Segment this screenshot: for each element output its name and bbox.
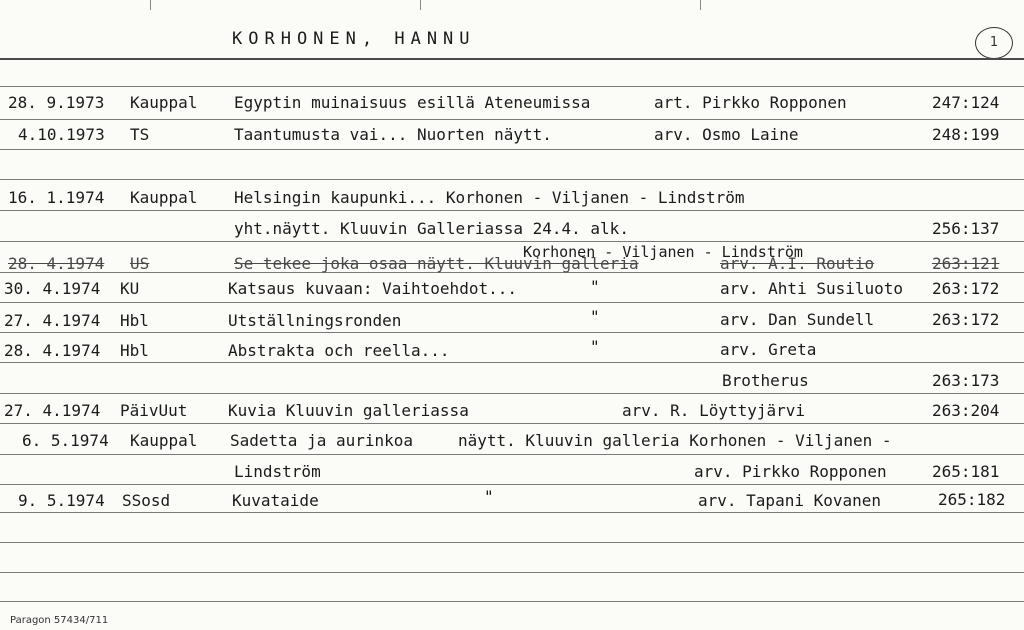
rule [0, 302, 1024, 303]
edge-mark [420, 0, 421, 10]
entry-ref: 265:181 [932, 462, 1000, 481]
entry-ref: 248:199 [932, 125, 1000, 144]
entry-source: Kauppal [130, 188, 198, 207]
entry-title: Utställningsronden [228, 311, 402, 330]
entry-title-continued: yht.näytt. Kluuvin Galleriassa 24.4. alk. [234, 219, 629, 238]
entry-date: 28. 4.1974 [8, 254, 105, 273]
entry-ref: 263:172 [932, 310, 1000, 329]
ditto-mark: " [484, 487, 494, 506]
entry-title: Egyptin muinaisuus esillä Ateneumissa [234, 93, 591, 112]
entry-ref: 263:172 [932, 279, 1000, 298]
entry-date: 4.10.1973 [18, 125, 105, 144]
ditto-mark: " [590, 277, 600, 296]
rule [0, 241, 1024, 242]
entry-ref: 263:204 [932, 401, 1000, 420]
ditto-mark: " [590, 337, 600, 356]
entry-date: 27. 4.1974 [4, 311, 101, 330]
rule [0, 393, 1024, 394]
entry-ref: 247:124 [932, 93, 1000, 112]
entry-source: Hbl [120, 311, 149, 330]
entry-reviewer: arv. Dan Sundell [720, 310, 875, 329]
rule [0, 58, 1024, 60]
card-imprint: Paragon 57434/711 [10, 615, 109, 626]
entry-date: 6. 5.1974 [22, 431, 109, 450]
entry-source: Kauppal [130, 431, 198, 450]
rule [0, 149, 1024, 150]
entry-reviewer: arv. A.I. Routio [720, 254, 875, 273]
edge-mark [150, 0, 151, 10]
entry-title: Helsingin kaupunki... Korhonen - Viljanen - Lindström [234, 188, 745, 207]
entry-reviewer: arv. Ahti Susiluoto [720, 279, 904, 298]
rule [0, 423, 1024, 424]
rule [0, 484, 1024, 485]
entry-title-continued: Lindström [234, 462, 321, 481]
entry-date: 16. 1.1974 [8, 188, 105, 207]
entry-date: 28. 4.1974 [4, 341, 101, 360]
rule [0, 179, 1024, 180]
rule [0, 86, 1024, 87]
entry-title: Sadetta ja aurinkoa [230, 431, 414, 450]
rule [0, 512, 1024, 513]
rule [0, 572, 1024, 573]
entry-title: Katsaus kuvaan: Vaihtoehdot... [228, 279, 517, 298]
rule [0, 332, 1024, 333]
rule [0, 542, 1024, 543]
rule [0, 601, 1024, 602]
rule [0, 119, 1024, 120]
entry-source: Hbl [120, 341, 149, 360]
entry-title: Kuvia Kluuvin galleriassa [228, 401, 469, 420]
entry-reviewer-continued: Brotherus [722, 371, 809, 390]
entry-source: SSosd [122, 491, 171, 510]
entry-date: 30. 4.1974 [4, 279, 101, 298]
entry-title-extra: näytt. Kluuvin galleria Korhonen - Viljanen - [458, 431, 892, 450]
entry-reviewer: art. Pirkko Ropponen [654, 93, 847, 112]
entry-ref: 256:137 [932, 219, 1000, 238]
entry-ref: 263:121 [932, 254, 1000, 273]
entry-reviewer: arv. R. Löyttyjärvi [622, 401, 806, 420]
edge-mark [700, 0, 701, 10]
entry-date: 9. 5.1974 [18, 491, 105, 510]
entry-ref: 265:182 [938, 490, 1006, 509]
entry-date: 28. 9.1973 [8, 93, 105, 112]
entry-source: TS [130, 125, 150, 144]
entry-ref: 263:173 [932, 371, 1000, 390]
entry-source: KU [120, 279, 140, 298]
rule [0, 210, 1024, 211]
rule [0, 454, 1024, 455]
card-number: 1 [975, 27, 1013, 59]
entry-title: Abstrakta och reella... [228, 341, 450, 360]
entry-date: 27. 4.1974 [4, 401, 101, 420]
entry-source: US [130, 254, 150, 273]
entry-reviewer: arv. Tapani Kovanen [698, 491, 882, 510]
ditto-mark: " [590, 307, 600, 326]
card-title: KORHONEN, HANNU [232, 29, 476, 49]
entry-reviewer: arv. Pirkko Ropponen [694, 462, 887, 481]
entry-source: PäivUut [120, 401, 188, 420]
entry-reviewer: arv. Greta [720, 340, 817, 359]
entry-title: Kuvataide [232, 491, 319, 510]
entry-reviewer: arv. Osmo Laine [654, 125, 799, 144]
rule [0, 362, 1024, 363]
entry-title: Se tekee joka osaa näytt. Kluuvin galleria [234, 254, 639, 273]
entry-title: Taantumusta vai... Nuorten näytt. [234, 125, 552, 144]
inserted-note: Korhonen - Viljanen - Lindström [523, 243, 803, 261]
entry-source: Kauppal [130, 93, 198, 112]
